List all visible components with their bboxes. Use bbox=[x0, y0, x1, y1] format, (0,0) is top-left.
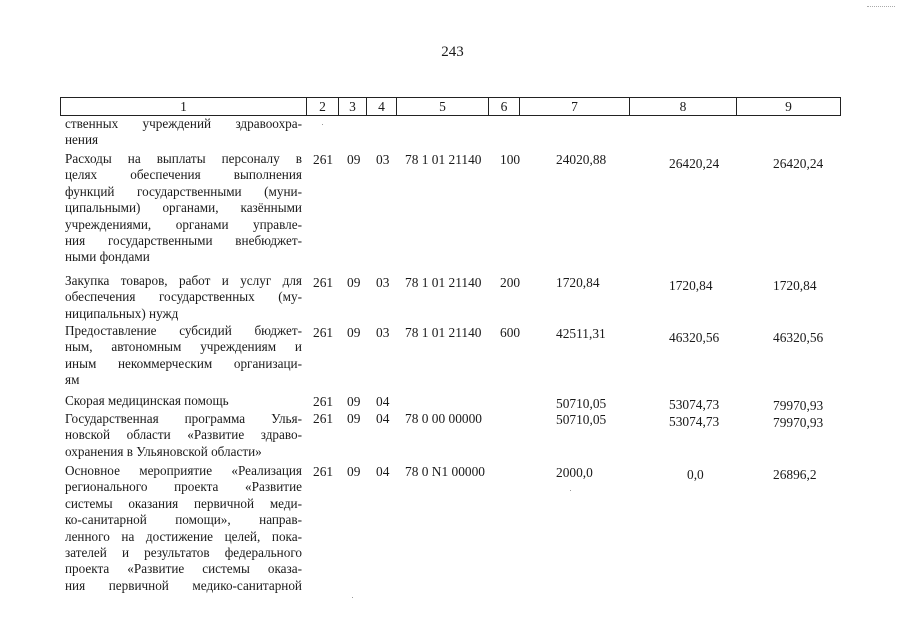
row-5-col-3: 09 bbox=[347, 411, 361, 426]
row-3-col-5: 78 1 01 21140 bbox=[405, 325, 482, 340]
row-1-col-6: 100 bbox=[500, 152, 521, 167]
row-text-line: Скорая медицинская помощь bbox=[65, 393, 229, 408]
row-5-col-2: 261 bbox=[313, 411, 334, 426]
row-text-line: ным, автономным учреждениям и bbox=[65, 339, 302, 355]
row-text-line: ния государственными внебюджет- bbox=[65, 233, 302, 249]
row-2-col-7: 1720,84 bbox=[556, 275, 600, 290]
row-3-col-2: 261 bbox=[313, 325, 334, 340]
row-2-col-9: 1720,84 bbox=[773, 278, 817, 293]
table-row-3-text bbox=[65, 323, 302, 389]
row-6-col-8: 0,0 bbox=[687, 467, 704, 482]
table-row-2-text bbox=[65, 273, 302, 322]
row-6-col-3: 09 bbox=[347, 464, 361, 479]
row-text-line: функций государственными (муни- bbox=[65, 183, 302, 199]
scan-speck bbox=[570, 490, 571, 491]
row-3-col-3: 09 bbox=[347, 325, 361, 340]
row-1-col-3: 09 bbox=[347, 152, 361, 167]
row-4-col-4: 04 bbox=[376, 394, 390, 409]
row-5-col-5: 78 0 00 00000 bbox=[405, 411, 482, 426]
row-6-col-9: 26896,2 bbox=[773, 467, 817, 482]
scan-mark bbox=[867, 6, 895, 7]
row-2-col-4: 03 bbox=[376, 275, 390, 290]
header-col-7: 7 bbox=[520, 98, 630, 115]
row-3-col-7: 42511,31 bbox=[556, 326, 606, 341]
table-row-1-text bbox=[65, 151, 302, 266]
row-3-col-8: 46320,56 bbox=[669, 330, 720, 345]
row-1-col-8: 26420,24 bbox=[669, 156, 720, 171]
row-text-line: ными фондами bbox=[65, 249, 150, 265]
row-6-col-4: 04 bbox=[376, 464, 390, 479]
row-5-col-8: 53074,73 bbox=[669, 414, 720, 429]
scan-speck bbox=[352, 597, 353, 598]
header-col-6: 6 bbox=[489, 98, 520, 115]
row-text-line: новской области «Развитие здраво- bbox=[65, 427, 302, 443]
header-col-2: 2 bbox=[307, 98, 339, 115]
table-row-4-text bbox=[65, 393, 302, 409]
row-text-line: ям bbox=[65, 372, 80, 388]
row-text-line: ципальными) органами, казёнными bbox=[65, 200, 302, 216]
row-4-col-3: 09 bbox=[347, 394, 361, 409]
row-1-col-4: 03 bbox=[376, 152, 390, 167]
row-text-line: ленного на достижение целей, пока- bbox=[65, 528, 302, 544]
page-number: 243 bbox=[441, 44, 464, 60]
row-2-col-5: 78 1 01 21140 bbox=[405, 275, 482, 290]
row-text-line: проекта «Развитие системы оказа- bbox=[65, 561, 302, 577]
row-3-col-9: 46320,56 bbox=[773, 330, 824, 345]
row-6-col-2: 261 bbox=[313, 464, 334, 479]
header-col-5: 5 bbox=[397, 98, 489, 115]
scan-speck bbox=[322, 124, 323, 125]
header-col-9: 9 bbox=[785, 99, 792, 114]
table-row-0-text bbox=[65, 116, 302, 149]
row-text-line: системы оказания первичной меди- bbox=[65, 495, 302, 511]
row-text-line: целях обеспечения выполнения bbox=[65, 167, 302, 183]
row-text-line: обеспечения государственных (му- bbox=[65, 289, 302, 305]
row-text-line: ниципальных) нужд bbox=[65, 305, 179, 321]
row-text-line: Основное мероприятие «Реализация bbox=[65, 463, 302, 478]
row-text-line: ния первичной медико-санитарной bbox=[65, 577, 302, 593]
row-text-line: ственных учреждений здравоохра- bbox=[65, 116, 302, 131]
header-col-3: 3 bbox=[339, 98, 367, 115]
row-3-col-4: 03 bbox=[376, 325, 390, 340]
row-text-line: охранения в Ульяновской области» bbox=[65, 443, 262, 459]
row-text-line: иным некоммерческим организаци- bbox=[65, 355, 302, 371]
row-2-col-6: 200 bbox=[500, 275, 521, 290]
row-text-line: Государственная программа Улья- bbox=[65, 411, 302, 426]
row-5-col-9: 79970,93 bbox=[773, 415, 824, 430]
row-1-col-9: 26420,24 bbox=[773, 156, 824, 171]
row-text-line: регионального проекта «Развитие bbox=[65, 479, 302, 495]
header-col-4: 4 bbox=[367, 98, 397, 115]
row-text-line: учреждениями, органами управле- bbox=[65, 216, 302, 232]
row-4-col-9: 79970,93 bbox=[773, 398, 824, 413]
row-1-col-5: 78 1 01 21140 bbox=[405, 152, 482, 167]
row-2-col-8: 1720,84 bbox=[669, 278, 713, 293]
row-2-col-3: 09 bbox=[347, 275, 361, 290]
table-row-5-text bbox=[65, 411, 302, 460]
row-6-col-5: 78 0 N1 00000 bbox=[405, 464, 485, 479]
row-1-col-2: 261 bbox=[313, 152, 334, 167]
row-4-col-2: 261 bbox=[313, 394, 334, 409]
row-text-line: Расходы на выплаты персоналу в bbox=[65, 151, 302, 166]
row-6-col-7: 2000,0 bbox=[556, 465, 593, 480]
row-text-line: Предоставление субсидий бюджет- bbox=[65, 323, 302, 338]
row-text-line: зателей и результатов федерального bbox=[65, 545, 302, 561]
row-5-col-4: 04 bbox=[376, 411, 390, 426]
row-1-col-7: 24020,88 bbox=[556, 152, 607, 167]
row-text-line: Закупка товаров, работ и услуг для bbox=[65, 273, 302, 288]
row-5-col-7: 50710,05 bbox=[556, 412, 607, 427]
table-header bbox=[60, 97, 841, 116]
row-4-col-8: 53074,73 bbox=[669, 397, 720, 412]
row-2-col-2: 261 bbox=[313, 275, 334, 290]
header-col-8: 8 bbox=[630, 98, 737, 115]
row-4-col-7: 50710,05 bbox=[556, 396, 607, 411]
row-3-col-6: 600 bbox=[500, 325, 521, 340]
header-col-1: 1 bbox=[61, 98, 307, 115]
table-row-6-text bbox=[65, 463, 302, 594]
row-text-line: нения bbox=[65, 132, 99, 148]
row-text-line: ко-санитарной помощи», направ- bbox=[65, 512, 302, 528]
